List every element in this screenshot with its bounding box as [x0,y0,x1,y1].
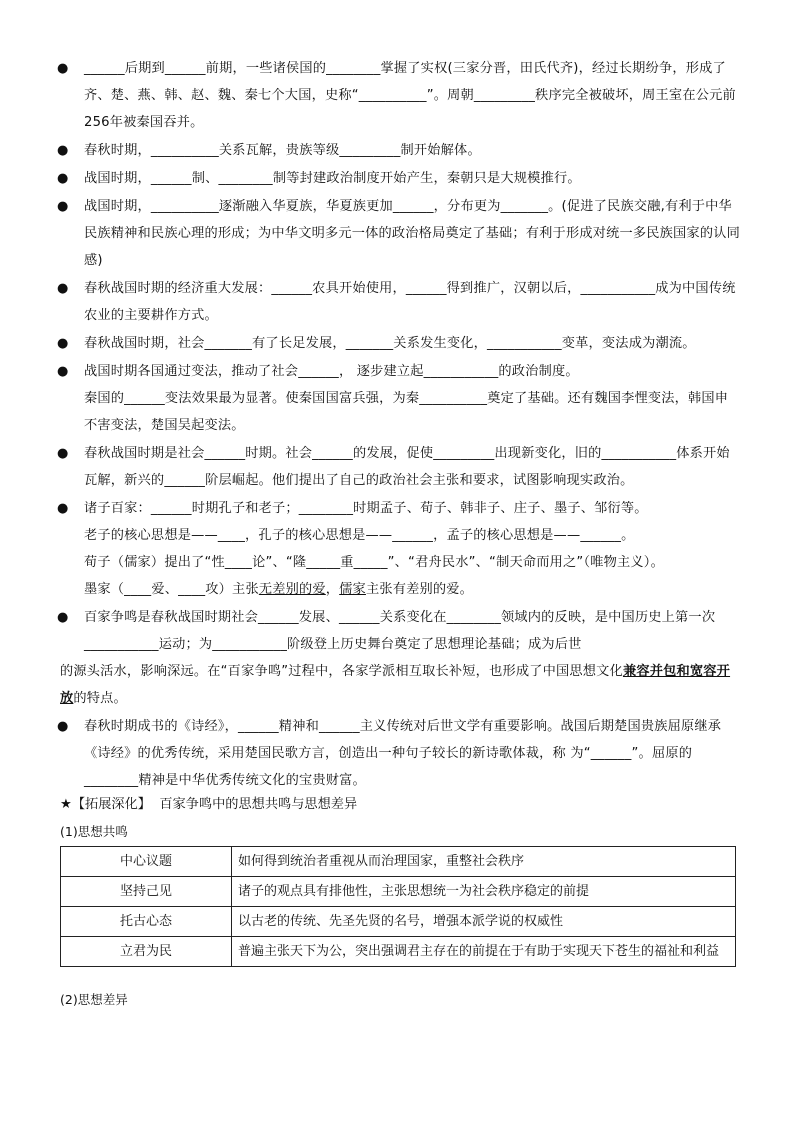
bullet-text: 战国时期，__________逐渐融入华夏族，华夏族更加______，分布更为_______。(促进了民族交融,有利于中华民族精神和民族心理的形成；为中华文明多元一体的政治格局奠定了基础；有利于形成对统一多民族国家的认同感) [84,199,740,268]
mozi-line [84,576,740,603]
expand-label: 【拓展深化】 [71,797,151,812]
bullet-item [60,55,740,136]
table-row [61,937,736,967]
bullet-text: 秦国的______变法效果最为显著。使秦国国富兵强，为秦__________奠定了基础。还有魏国李悝变法，韩国申不害变法，楚国吴起变法。 [84,391,729,433]
bullet-text: 荀子（儒家）提出了“性____论”、“隆_____重_____”、“君舟民水”、“制天命而用之”（唯物主义）。 [84,555,664,570]
text: 墨家（____爱、____攻）主张 [84,582,259,597]
bullet-text: 春秋战国时期的经济重大发展：______农具开始使用，______得到推广，汉朝以后，___________成为中国传统农业的主要耕作方式。 [84,281,736,323]
text: 的源头活水，影响深远。在“百家争鸣”过程中，各家学派相互取长补短，也形成了中国思想文化 [60,664,623,679]
bullet-item [60,165,740,192]
bullet-item [60,358,740,439]
section-heading: (2)思想差异 [60,992,128,1007]
table-row [61,847,736,877]
table-row [61,877,736,907]
bullet-text: 春秋战国时期是社会______时期。社会______的发展，促使_________出现新变化，旧的___________体系开始瓦解，新兴的______阶层崛起。他们提出了自己的政治社会主张和要求，试图影响现实政治。 [84,446,730,488]
star-icon: ★ [60,797,72,812]
table-value: 诸子的观点具有排他性，主张思想统一为社会秩序稳定的前提 [232,877,736,907]
table-value: 普遍主张天下为公，突出强调君主存在的前提在于有助于实现天下苍生的福祉和利益 [232,937,736,967]
bullet-text: ● 百家争鸣是春秋战国时期社会______发展、______关系变化在________领域内的反映，是中国历史上第一次___________运动；为___________阶级登上历史舞台奠定了思想理论基础；成为后世 [84,610,716,652]
bullet-text: 春秋时期成书的《诗经》，______精神和______主义传统对后世文学有重要影响。战国后期楚国贵族屈原继承《诗经》的优秀传统，采用楚国民歌方言，创造出一种句子较长的新诗歌体裁，称 为“______”。屈原的________精神是中华优秀传统文化的宝贵财富。 [84,719,722,788]
bullet-item [60,713,740,794]
bullet-item [60,137,740,164]
bullet-text: 春秋时期，__________关系瓦解，贵族等级_________制开始解体。 [84,143,481,158]
underlined-text: 儒家 [339,582,366,597]
bullet-text: 春秋战国时期，社会_______有了长足发展，_______关系发生变化，___________变革，变法成为潮流。 [84,336,696,351]
bullet-item [60,604,740,712]
thought-resonance-table [60,846,736,967]
emphasis-text: 兼容并包和宽容开放 [60,664,731,706]
table-key: 托古心态 [61,907,232,937]
bullet-item [60,330,740,357]
expand-title: 百家争鸣中的思想共鸣与思想差异 [159,797,358,812]
bullet-text: 老子的核心思想是——____，孔子的核心思想是——______，孟子的核心思想是——______。 [84,528,635,543]
text: 主张有差别的爱。 [365,582,474,597]
bullet-text: 战国时期，______制、________制等封建政治制度开始产生，秦朝只是大规模推行。 [84,171,581,186]
table-key: 中心议题 [61,847,232,877]
underlined-text: 无差别的爱 [258,582,326,597]
table-value: 以古老的传统、先圣先贤的名号，增强本派学说的权威性 [232,907,736,937]
bullet-item [60,193,740,274]
review-bullet-list [60,55,740,795]
bullet-text: ● 战国时期各国通过变法，推动了社会______， 逐步建立起___________的政治制度。 [84,364,579,379]
section-heading: (1)思想共鸣 [60,824,128,839]
table-value: 如何得到统治者重视从而治理国家，重整社会秩序 [232,847,736,877]
text: 的特点。 [73,691,127,706]
bullet-item [60,275,740,329]
table-key: 坚持己见 [61,877,232,907]
bullet-item [60,440,740,494]
bullet-text: ______后期到______前期，一些诸侯国的________掌握了实权(三家分晋，田氏代齐)，经过长期纷争，形成了齐、楚、燕、韩、赵、魏、秦七个大国，史称“__________”。周朝_________秩序完全被破坏，周王室在公元前256年被秦国吞并。 [84,61,736,130]
table-row [61,907,736,937]
bullet-item [60,495,740,603]
table-key: 立君为民 [61,937,232,967]
text: ， [325,582,340,597]
expand-heading [60,793,357,812]
bullet-text: ● 诸子百家：______时期孔子和老子；________时期孟子、荀子、韩非子、庄子、墨子、邹衍等。 [84,501,648,516]
bullet-continuation [60,658,740,712]
